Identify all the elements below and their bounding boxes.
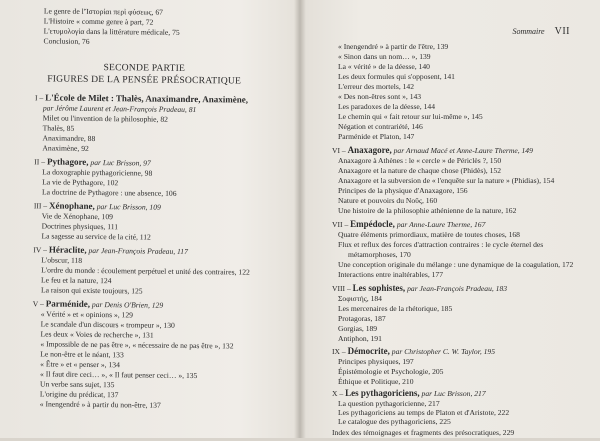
toc-line: « Il faut dire ceci… », « Il faut penser ceci… », 135 xyxy=(40,369,198,381)
toc-line: Éthique et Politique, 210 xyxy=(338,377,414,386)
section-number: VIII – xyxy=(332,284,351,293)
toc-line: Gorgias, 189 xyxy=(338,324,378,333)
toc-line: Les paradoxes de la déesse, 144 xyxy=(338,102,435,111)
right-page xyxy=(302,0,600,438)
toc-line: Le non-être et le néant, 133 xyxy=(40,349,124,360)
toc-line: « Inengendré » à partir de l'être, 139 xyxy=(338,42,449,51)
section-title: Démocrite, xyxy=(347,346,390,356)
section-title: L'École de Milet : Thalès, Anaximandre, Anaximène, xyxy=(45,92,249,105)
toc-line: « Des non-êtres sont », 143 xyxy=(338,92,422,101)
toc-line: Le chemin qui « fait retour sur lui-même », 145 xyxy=(338,112,483,121)
toc-line: Antiphon, 191 xyxy=(338,334,382,343)
toc-line: La doxographie pythagoricienne, 98 xyxy=(42,167,153,178)
section-author: par Luc Brisson, 217 xyxy=(421,389,486,398)
section-heading xyxy=(332,220,485,229)
section-title: Les pythagoriciens, xyxy=(345,388,420,398)
section-heading xyxy=(332,389,486,398)
toc-line: Interactions entre inaltérables, 177 xyxy=(338,270,444,279)
section-author: par Luc Brisson, 109 xyxy=(96,202,161,212)
toc-line: Le feu et la nature, 124 xyxy=(41,275,112,286)
part-title: SECONDE PARTIE xyxy=(103,62,186,74)
section-author: par Christopher C. W. Taylor, 195 xyxy=(391,347,496,356)
page-number: VII xyxy=(554,26,570,37)
toc-line: La vie de Pythagore, 102 xyxy=(42,177,119,188)
toc-line: La doctrine de Pythagore : une absence, 106 xyxy=(41,187,177,198)
section-number: IV – xyxy=(33,245,48,255)
section-number: VII – xyxy=(332,220,349,229)
toc-line: L'origine du prédicat, 137 xyxy=(39,389,119,400)
section-author: par Anne-Laure Therme, 167 xyxy=(396,220,486,229)
toc-line: La raison qui existe toujours, 125 xyxy=(40,285,143,296)
section-heading xyxy=(332,284,507,293)
toc-line: Conclusion, 76 xyxy=(43,36,90,46)
toc-line: Une conception originale du mélange : une dynamique de la coagulation, 172 xyxy=(338,260,574,269)
toc-line: Les deux « Voies de recherche », 131 xyxy=(40,329,154,340)
section-author: par Luc Brisson, 97 xyxy=(90,157,151,168)
toc-line: Épistémologie et Psychologie, 205 xyxy=(338,367,444,376)
section-title: Empédocle, xyxy=(350,219,395,229)
section-heading xyxy=(34,157,151,167)
toc-line: Anaxagore et la subversion de « l'enquête sur la nature » (Phidias), 154 xyxy=(338,176,555,185)
section-author: par Jean-François Pradeau, 183 xyxy=(407,284,508,293)
section-title: Pythagore, xyxy=(46,156,89,167)
toc-line: Anaxagore et la nature de chaque chose (Phidès), 152 xyxy=(338,166,501,175)
toc-line: Un verbe sans sujet, 135 xyxy=(39,379,115,390)
toc-line: L'erreur des mortels, 142 xyxy=(338,82,415,91)
toc-line: Thalès, 85 xyxy=(42,123,75,133)
toc-line: Nature et pouvoirs du Νοῦς, 160 xyxy=(338,196,438,205)
section-number: X – xyxy=(332,389,344,398)
toc-line: Une histoire de la philosophie athénienne de la nature, 162 xyxy=(338,206,517,215)
section-author: par Arnaud Macé et Anne-Laure Therme, 149 xyxy=(393,146,533,155)
toc-line: L'Histoire « comme genre à part, 72 xyxy=(43,16,154,27)
toc-line: Protagoras, 187 xyxy=(338,314,386,323)
section-number: VI – xyxy=(332,146,346,155)
section-heading xyxy=(33,299,163,309)
toc-line: « Impossible de ne pas être », « nécessaire de ne pas être », 132 xyxy=(40,339,234,351)
toc-line: « Sinon dans un nom… », 139 xyxy=(338,52,431,61)
toc-line: L'ετυμολογία dans la littérature médicale, 75 xyxy=(43,26,180,37)
section-heading xyxy=(332,347,495,356)
section-author: par Jérôme Laurent et Jean-François Pradeau, 81 xyxy=(42,103,197,115)
toc-line: Σοφιστής, 184 xyxy=(338,294,382,303)
toc-line: Doctrines physiques, 111 xyxy=(41,221,119,232)
section-title: Anaxagore, xyxy=(347,145,392,155)
section-title: Parménide, xyxy=(45,298,91,309)
toc-line: L'obscur, 118 xyxy=(41,255,83,265)
running-title: Sommaire xyxy=(512,27,545,36)
part-subtitle: FIGURES DE LA PENSÉE PRÉSOCRATIQUE xyxy=(47,73,242,87)
toc-line: Négation et contrariété, 146 xyxy=(338,122,423,131)
toc-line: Anaxagore à Athènes : le « cercle » de Périclès ?, 150 xyxy=(338,156,502,165)
toc-line: La sagesse au service de la cité, 112 xyxy=(41,231,151,242)
section-number: V – xyxy=(32,299,44,309)
section-heading xyxy=(33,245,188,256)
toc-line: « Être » et « penser », 134 xyxy=(40,359,120,370)
section-author: par Denis O'Brien, 129 xyxy=(91,299,164,310)
toc-line: Le genre de l'Ἱστορίαι περὶ φύσεως, 67 xyxy=(43,6,163,17)
toc-line: Vie de Xénophane, 109 xyxy=(41,211,114,222)
toc-line: Les mercenaires de la rhétorique, 185 xyxy=(338,304,453,313)
section-title: Les sophistes, xyxy=(352,283,406,293)
toc-line: Parménide et Platon, 147 xyxy=(338,132,415,141)
toc-line: Principes de la physique d'Anaxagore, 156 xyxy=(338,186,468,195)
toc-line: Milet ou l'invention de la philosophie, 82 xyxy=(42,113,168,124)
running-header xyxy=(512,26,570,37)
section-heading xyxy=(34,201,161,211)
toc-line: Quatre éléments primordiaux, matière de toutes choses, 168 xyxy=(338,230,520,239)
toc-line: Le catalogue des pythagoriciens, 225 xyxy=(338,417,451,426)
toc-line: La « vérité » de la déesse, 140 xyxy=(338,62,430,71)
section-number: III – xyxy=(33,201,48,211)
toc-line: Anaximandre, 88 xyxy=(42,133,96,144)
toc-line: Les deux formules qui s'opposent, 141 xyxy=(338,72,455,81)
toc-line: métamorphoses, 170 xyxy=(348,250,411,259)
toc-line: L'ordre du monde : écoulement perpétuel et unité des contraires, 122 xyxy=(41,265,250,277)
left-page xyxy=(0,0,298,441)
toc-line: Les pythagoriciens au temps de Platon et d'Aristote, 222 xyxy=(338,408,510,417)
section-number: I – xyxy=(34,93,44,103)
toc-line: Flux et reflux des forces d'attraction contraires : le cycle éternel des xyxy=(338,240,544,249)
section-author: par Jean-François Pradeau, 117 xyxy=(88,245,188,256)
section-heading xyxy=(332,146,533,155)
toc-line: « Vérité » et « opinions », 129 xyxy=(40,309,134,320)
toc-line: La question pythagoricienne, 217 xyxy=(338,399,440,408)
section-number: II – xyxy=(34,157,46,167)
section-title: Héraclite, xyxy=(48,244,87,255)
toc-line: Anaximène, 92 xyxy=(42,143,89,153)
toc-line: Le scandale d'un discours « trompeur », 130 xyxy=(40,319,175,330)
section-title: Xénophane, xyxy=(49,200,95,212)
section-number: IX – xyxy=(332,347,346,356)
index-line: Index des témoignages et fragments des présocratiques, 229 xyxy=(332,428,515,437)
toc-line: Principes physiques, 197 xyxy=(338,357,414,366)
toc-line: « Inengendré » à partir du non-être, 137 xyxy=(39,399,161,410)
